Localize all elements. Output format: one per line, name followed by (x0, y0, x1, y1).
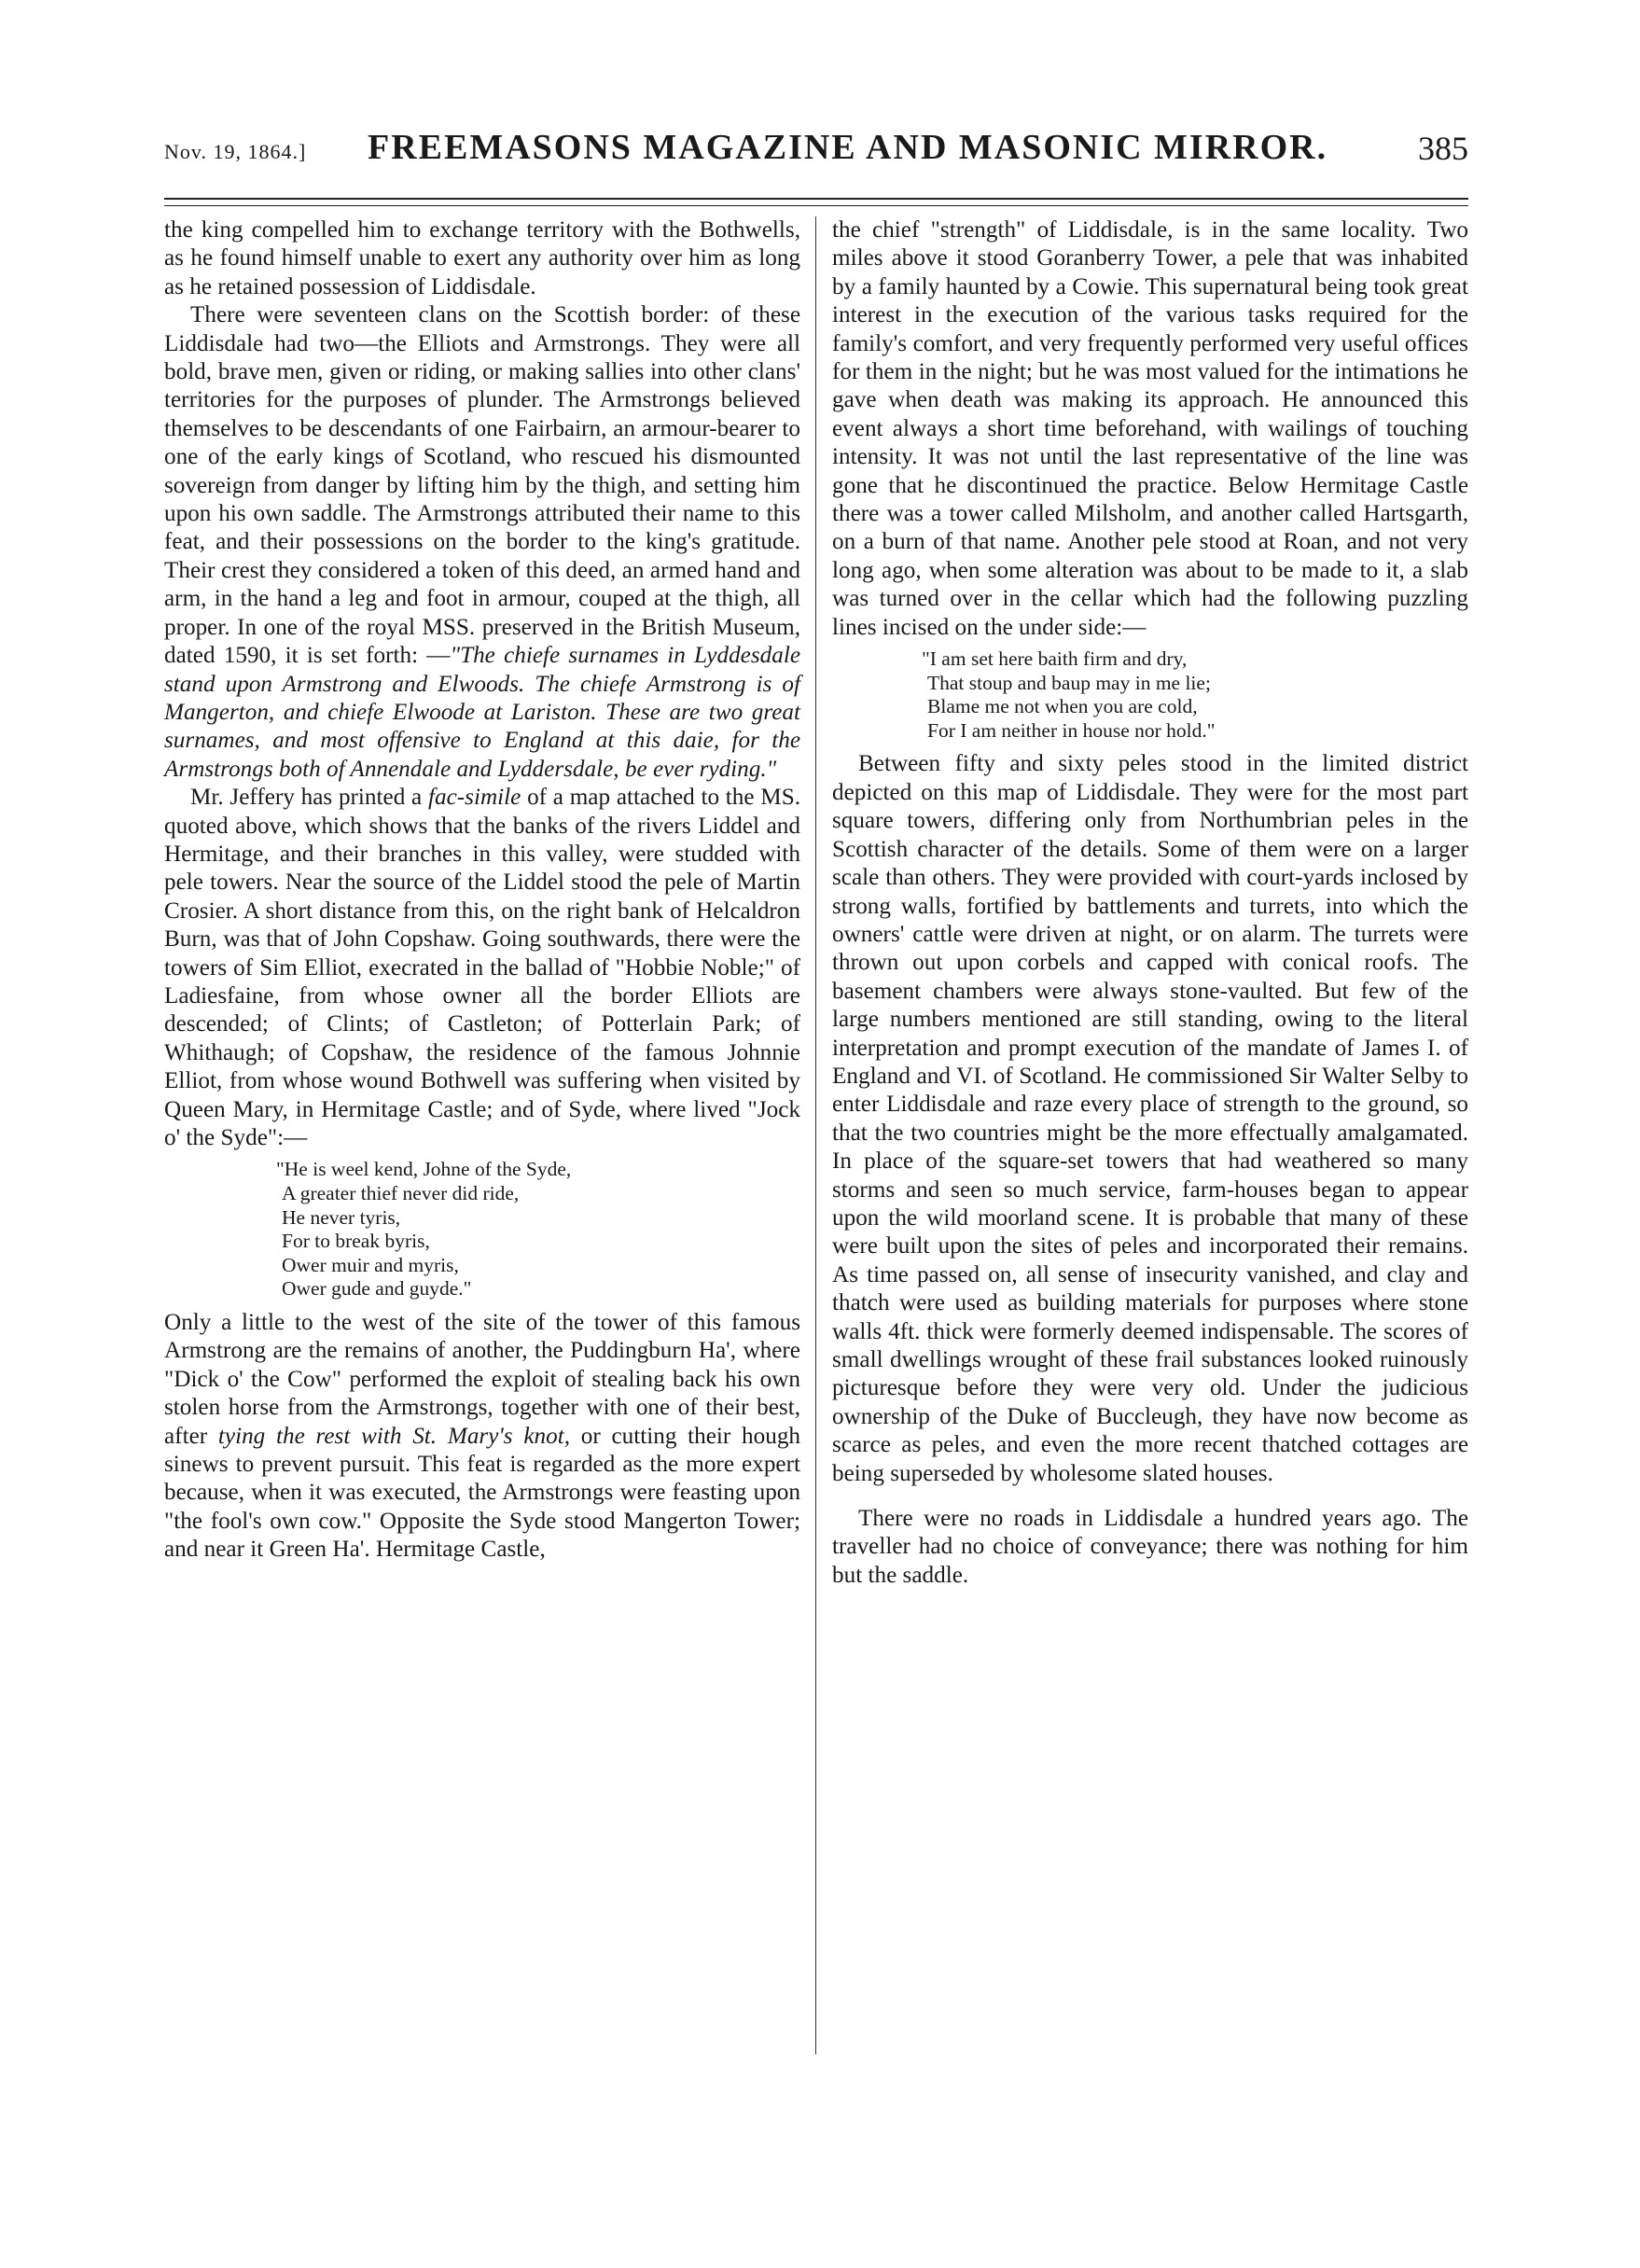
paragraph: Mr. Jeffery has printed a fac-simile of a map attached to the MS. quoted above, which shows that the banks of the rivers Liddel and Hermitage, and their branches in this valley, were studded with pele towers. Near the source of the Liddel stood the pele of Martin Crosier. A short distance from this, on the right bank of Helcaldron Burn, was that of John Copshaw. Going southwards, there were the towers of Sim Elliot, execrated in the ballad of "Hobbie Noble;" of Ladiesfaine, from whose owner all the border Elliots are descended; of Clints; of Castleton; of Potterlain Park; of Whithaugh; of Copshaw, the residence of the famous Johnnie Elliot, from whose wound Bothwell was suffering when visited by Queen Mary, in Hermitage Castle; and of Syde, where lived "Jock o' the Syde":— (164, 785, 801, 1150)
paragraph: the king compelled him to exchange territory with the Bothwells, as he found himself unable to exert any authority over him as long as he retained possession of Liddisdale. (164, 217, 800, 299)
quotation: "The chiefe surnames in Lyddesdale stand upon Armstrong and Elwoods. The chiefe Armstrong is of Mangerton, and chiefe Elwoode at Lariston. These are two great surnames, and most offensive to England at this daie, for the Armstrongs both of Annendale and Lyddersdale, be ever ryding." (164, 643, 801, 782)
issue-date: Nov. 19, 1864.] (164, 140, 307, 163)
verse-line: For to break byris, (282, 1230, 430, 1253)
header-rule-thin (164, 205, 1468, 206)
inscription-verse (832, 647, 1468, 743)
right-column (832, 216, 1468, 1590)
paragraph: There were no roads in Liddisdale a hundred years ago. The traveller had no choice of conveyance; there was nothing for him but the saddle. (832, 1506, 1468, 1588)
running-header (164, 127, 1468, 183)
verse-line: Ower muir and myris, (282, 1253, 459, 1276)
verse-line: A greater thief never did ride, (282, 1182, 520, 1204)
paragraph: Between fifty and sixty peles stood in the limited district depicted on this map of Liddisdale. They were for the most part square towers, differing only from Northumbrian peles in the Scottish character of the details. Some of them were on a larger scale than others. They were provided with court-yards inclosed by strong walls, fortified by battlements and turrets, into which the owners' cattle were driven at night, or on alarm. The turrets were thrown out upon corbels and capped with conical roofs. The basement chambers were always stone-vaulted. But few of the large numbers mentioned are still standing, owing to the literal interpretation and prompt execution of the mandate of James I. of England and VI. of Scotland. He commissioned Sir Walter Selby to enter Liddisdale and raze every place of strength to the ground, so that the two countries might be the more effectually amalgamated. In place of the square-set towers that had weathered so many storms and seen so much service, farm-houses began to appear upon the wild moorland scene. It is probable that many of these were built upon the sites of peles and incorporated their remains. As time passed on, all sense of insecurity vanished, and clay and thatch were used as building materials for purposes where stone walls 4ft. thick were formerly deemed indispensable. The scores of small dwellings wrought of these frail substances looked ruinously picturesque before they were very old. Under the judicious ownership of the Duke of Buccleugh, they have now become as scarce as peles, and even the more recent thatched cottages are being superseded by wholesome slated houses. (832, 751, 1468, 1486)
header-rule-thick (164, 198, 1468, 200)
publication-title: FREEMASONS MAGAZINE AND MASONIC MIRROR. (368, 128, 1328, 167)
verse-line: "I am set here baith firm and dry, (922, 647, 1188, 671)
verse-line: For I am neither in house nor hold." (927, 718, 1216, 742)
verse-line: Ower gude and guyde." (282, 1277, 472, 1301)
verse-line: Blame me not when you are cold, (927, 695, 1198, 718)
paragraph: the chief "strength" of Liddisdale, is in the same locality. Two miles above it stood Goranberry Tower, a pele that was inhabited by a family haunted by a Cowie. This supernatural being took great interest in the execution of the various tasks required for the family's comfort, and very frequently performed very useful offices for them in the night; but he was most valued for the intimations he gave when death was making its approach. He announced this event always a short time beforehand, with wailings of touching intensity. It was not until the last representative of the line was gone that he discontinued the practice. Below Hermitage Castle there was a tower called Milsholm, and another called Hartsgarth, on a burn of that name. Another pele stood at Roan, and not very long ago, when some alteration was about to be made to it, a slab was turned over in the cellar which had the following puzzling lines incised on the under side:— (832, 217, 1468, 640)
verse-line: "He is weel kend, Johne of the Syde, (276, 1158, 572, 1181)
paragraph: Only a little to the west of the site of the tower of this famous Armstrong are the remains of another, the Puddingburn Ha', where "Dick o' the Cow" performed the exploit of stealing back his own stolen horse from the Armstrongs, together with one of their best, after tying the rest with St. Mary's knot, or cutting their hough sinews to prevent pursuit. This feat is regarded as the more expert because, when it was executed, the Armstrongs were feasting upon "the fool's own cow." Opposite the Syde stood Mangerton Tower; and near it Green Ha'. Hermitage Castle, (164, 1309, 801, 1563)
verse-line: He never tyris, (282, 1205, 401, 1229)
column-divider (815, 216, 816, 2054)
page-number: 385 (1418, 130, 1468, 167)
verse-line: That stoup and baup may in me lie; (927, 671, 1211, 694)
left-column (164, 216, 800, 1565)
paragraph: There were seventeen clans on the Scottish border: of these Liddisdale had two—the Elliots and Armstrongs. They were all bold, brave men, given or riding, or making sallies into other clans' territories for the purposes of plunder. The Armstrongs believed themselves to be descendants of one Fairbairn, an armour-bearer to one of the early kings of Scotland, who rescued his dismounted sovereign from danger by lifting him by the thigh, and setting him upon his own saddle. The Armstrongs attributed their name to this feat, and their possessions on the border to the king's gratitude. Their crest they considered a token of this deed, an armed hand and arm, in the hand a leg and foot in armour, couped at the thigh, all proper. In one of the royal MSS. preserved in the British Museum, dated 1590, it is set forth: —"The chiefe surnames in Lyddesdale stand upon Armstrong and Elwoods. The chiefe Armstrong is of Mangerton, and chiefe Elwoode at Lariston. These are two great surnames, and most offensive to England at this daie, for the Armstrongs both of Annendale and Lyddersdale, be ever ryding." (164, 302, 801, 782)
ballad-verse (164, 1158, 800, 1301)
